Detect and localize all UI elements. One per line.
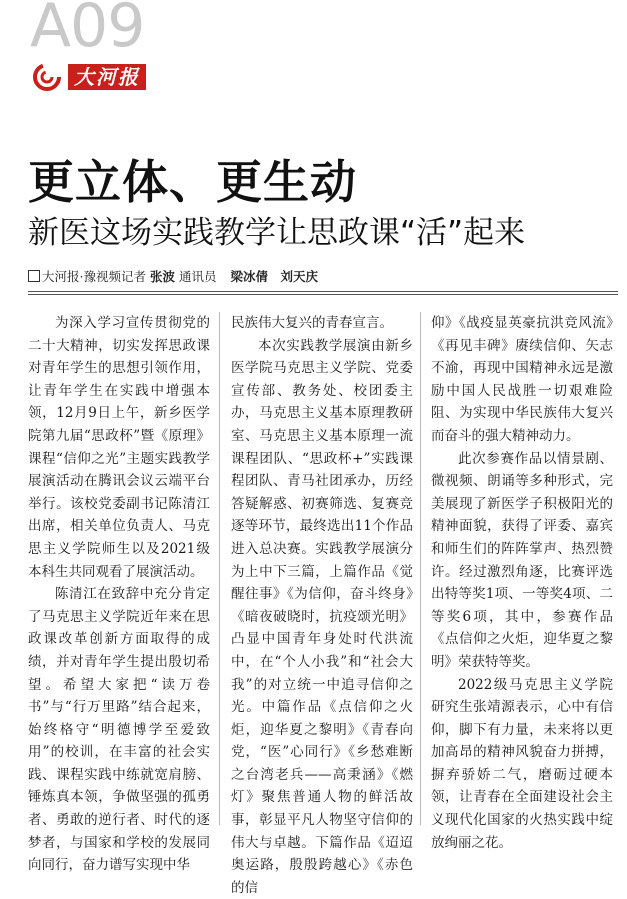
article-column-3	[431, 312, 613, 854]
paragraph: 本次实践教学展演由新乡医学院马克思主义学院、党委宣传部、教务处、校团委主办，马克思主义基本原理教研室、马克思主义基本原理一流课程团队、“思政杯+”实践课程团队、青马社团承办，历经答疑解惑、初赛筛选、复赛竞逐等环节，最终选出11个作品进入总决赛。实践教学展演分为上中下三篇，上篇作品《觉醒往事》《为信仰，奋斗终身》《暗夜破晓时，抗疫颂光明》凸显中国青年身处时代洪流中，在“个人小我”和“社会大我”的对立统一中追寻信仰之光。中篇作品《点信仰之火炬，迎华夏之黎明》《青春向党，“医”心同行》《乡愁难断之台湾老兵——高秉涵》《燃灯》聚焦普通人物的鲜活故事，彰显平凡人物坚守信仰的伟大与卓越。下篇作品《迢迢奥运路，殷殷跨越心》《赤色的信	[231, 337, 413, 896]
headline: 更立体、更生动	[28, 155, 357, 209]
masthead-logo	[30, 62, 146, 92]
paragraph: 2022级马克思主义学院研究生张靖源表示，心中有信仰，脚下有力量，未来将以更加高昂的精神风貌奋力拼搏，摒弃骄娇二气，磨砺过硬本领，让青春在全面建设社会主义现代化国家的火热实践中绽放绚丽之花。	[431, 676, 613, 851]
swirl-logo-icon	[30, 62, 64, 92]
page-number: A09	[30, 0, 145, 61]
column-divider	[219, 312, 220, 825]
paragraph: 陈清江在致辞中充分肯定了马克思主义学院近年来在思政课改革创新方面取得的成绩，并对青年学生提出殷切希望。希望大家把“读万卷书”与“行万里路”结合起来，始终格守“明德博学至爱致用”的校训，在丰富的社会实践、课程实践中练就宽肩膀、锤炼真本领，争做坚强的孤勇者、勇敢的逆行者、时代的逐梦者，与国家和学校的发展同向同行，奋力谱写实现中华	[28, 586, 210, 874]
paragraph: 仰》《战疫显英豪抗洪竞风流》《再见丰碑》赓续信仰、矢志不渝，再现中国精神永远是激励中国人民战胜一切艰难险阻、为实现中华民族伟大复兴而奋斗的强大精神动力。	[431, 315, 613, 444]
byline-reporter: 张波	[149, 269, 175, 284]
square-bullet-icon	[28, 270, 40, 282]
divider-line	[28, 291, 618, 292]
article-column-1	[28, 312, 210, 877]
subheadline: 新医这场实践教学让思政课“活”起来	[28, 215, 526, 251]
paragraph: 民族伟大复兴的青春宣言。	[231, 315, 393, 331]
byline	[28, 268, 318, 286]
paragraph: 为深入学习宣传贯彻党的二十大精神，切实发挥思政课对青年学生的思想引领作用，让青年学生在实践中增强本领，12月9日上午，新乡医学院第九届“思政杯”暨《原理》课程“信仰之光”主题实践教学展演活动在腾讯会议云端平台举行。该校党委副书记陈清江出席，相关单位负责人、马克思主义学院师生以及2021级本科生共同观看了展演活动。	[28, 315, 210, 580]
article-column-2	[231, 312, 413, 899]
byline-correspondents: 梁冰倩 刘天庆	[230, 269, 318, 284]
byline-role: 通讯员	[178, 269, 217, 284]
paragraph: 此次参赛作品以情景剧、微视频、朗诵等多种形式，完美展现了新医学子积极阳光的精神面貌，获得了评委、嘉宾和师生们的阵阵掌声、热烈赞许。经过激烈角逐，比赛评选出特等奖1项、一等奖4项、二等奖6项，其中，参赛作品《点信仰之火炬，迎华夏之黎明》荣获特等奖。	[431, 450, 613, 670]
masthead-name: 大河报	[68, 64, 146, 90]
column-divider	[420, 312, 421, 825]
byline-source: 大河报·豫视频记者	[42, 269, 146, 284]
divider-line	[28, 294, 618, 295]
